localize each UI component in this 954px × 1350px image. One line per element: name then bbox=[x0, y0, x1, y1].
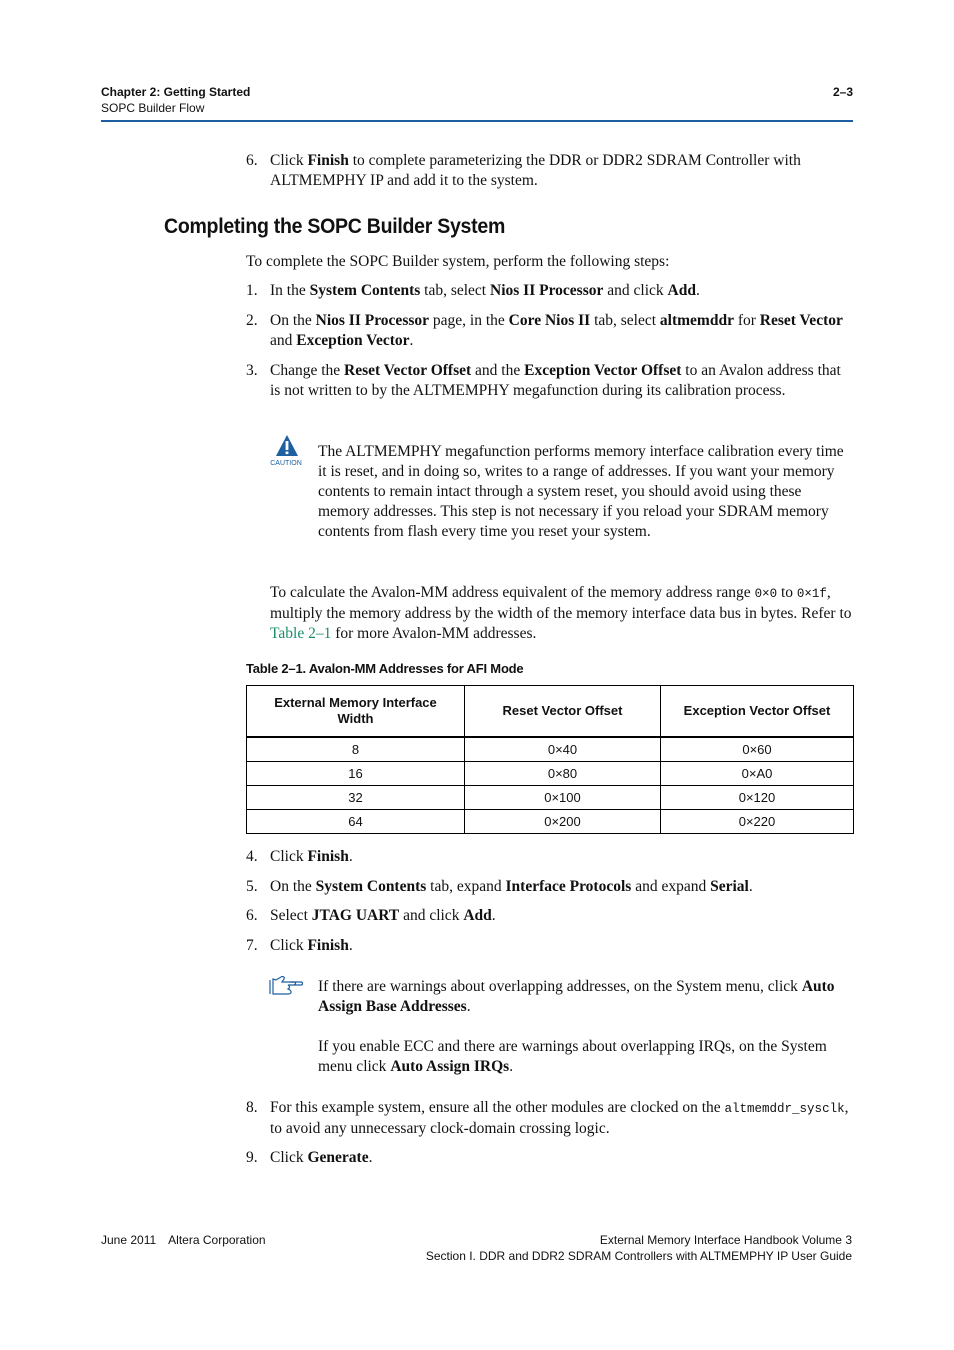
step-number: 3. bbox=[246, 362, 258, 379]
bold-term: Nios II Processor bbox=[315, 312, 430, 329]
bold-term: Reset Vector Offset bbox=[344, 362, 472, 379]
table-cell: 8 bbox=[247, 737, 465, 762]
step-number: 7. bbox=[246, 937, 258, 954]
column-header: Exception Vector Offset bbox=[661, 686, 854, 738]
bold-term: Exception Vector Offset bbox=[524, 362, 682, 379]
pointing-hand-icon bbox=[268, 976, 304, 996]
bold-term: Finish bbox=[307, 152, 349, 169]
column-header: External Memory Interface Width bbox=[247, 686, 465, 738]
table-cell: 16 bbox=[247, 762, 465, 786]
step-2 bbox=[246, 311, 853, 351]
table-caption: Table 2–1. Avalon-MM Addresses for AFI Mode bbox=[246, 661, 524, 676]
step-text bbox=[270, 361, 853, 401]
step-text bbox=[270, 877, 853, 897]
step-text bbox=[270, 311, 853, 351]
text: To calculate the Avalon-MM address equivalent of the memory address range bbox=[270, 584, 755, 601]
caution-icon-label: CAUTION bbox=[270, 460, 302, 467]
text: . bbox=[409, 332, 414, 349]
step-number: 6. bbox=[246, 907, 258, 924]
table-row bbox=[247, 786, 854, 810]
step-text bbox=[270, 847, 853, 867]
step-number: 5. bbox=[246, 878, 258, 895]
note-paragraph-1 bbox=[318, 977, 853, 1017]
text: . bbox=[748, 878, 753, 895]
text: to bbox=[777, 584, 797, 601]
bold-term: Interface Protocols bbox=[505, 878, 632, 895]
table-cell: 0×40 bbox=[465, 737, 661, 762]
section-heading: Completing the SOPC Builder System bbox=[164, 215, 506, 238]
bold-term: Add bbox=[463, 907, 492, 924]
bold-term: Add bbox=[667, 282, 696, 299]
page-header bbox=[101, 84, 853, 116]
text: . bbox=[368, 1149, 373, 1166]
step-text bbox=[270, 936, 853, 956]
code: 0×0 bbox=[754, 587, 778, 601]
table-cell: 0×200 bbox=[465, 810, 661, 834]
text: and bbox=[270, 332, 297, 349]
step-text bbox=[270, 906, 853, 926]
step-number: 9. bbox=[246, 1149, 258, 1166]
bold-term: Serial bbox=[710, 878, 749, 895]
text: . bbox=[695, 282, 700, 299]
bold-term: Core Nios II bbox=[508, 312, 591, 329]
text: and click bbox=[603, 282, 668, 299]
step-4 bbox=[246, 847, 853, 867]
bold-term: altmemddr bbox=[659, 312, 734, 329]
header-rule bbox=[101, 120, 853, 122]
text: Change the bbox=[270, 362, 345, 379]
text: Click bbox=[270, 152, 308, 169]
text: If you enable ECC and there are warnings about overlapping IRQs, on the System menu click bbox=[318, 1038, 827, 1075]
table-cell: 0×220 bbox=[661, 810, 854, 834]
step-text bbox=[270, 1098, 853, 1139]
text: Click bbox=[270, 848, 308, 865]
bold-term: Nios II Processor bbox=[490, 282, 604, 299]
text: . bbox=[348, 848, 353, 865]
header-section: SOPC Builder Flow bbox=[101, 101, 205, 115]
text: , to avoid any unnecessary clock-domain crossing logic. bbox=[270, 1099, 849, 1137]
text: to complete parameterizing the DDR or DDR2 SDRAM Controller with ALTMEMPHY IP and add it to the system. bbox=[270, 152, 801, 189]
header-chapter: Chapter 2: Getting Started bbox=[101, 85, 251, 99]
text: for more Avalon-MM addresses. bbox=[331, 625, 537, 642]
code: altmemddr_sysclk bbox=[724, 1102, 845, 1116]
footer-handbook: External Memory Interface Handbook Volume 3 bbox=[599, 1233, 852, 1247]
avalon-address-table bbox=[246, 685, 854, 834]
text: to an Avalon address that is not written to by the ALTMEMPHY megafunction during its calibration process. bbox=[270, 362, 841, 399]
text: and expand bbox=[631, 878, 711, 895]
step-8 bbox=[246, 1098, 853, 1139]
step-1 bbox=[246, 281, 853, 301]
step-5 bbox=[246, 877, 853, 897]
table-cell: 64 bbox=[247, 810, 465, 834]
text: tab, expand bbox=[426, 878, 506, 895]
header-page-number: 2–3 bbox=[832, 85, 853, 99]
table-cell: 0×60 bbox=[661, 737, 854, 762]
footer-right bbox=[426, 1232, 852, 1264]
code: 0×1f bbox=[796, 587, 827, 601]
text: On the bbox=[270, 878, 316, 895]
bold-term: Finish bbox=[307, 937, 349, 954]
bold-term: Exception Vector bbox=[296, 332, 410, 349]
text: . bbox=[466, 998, 471, 1015]
footer-company: Altera Corporation bbox=[168, 1233, 266, 1247]
step-text bbox=[270, 281, 853, 301]
step-text bbox=[270, 151, 853, 191]
text: . bbox=[491, 907, 496, 924]
bold-term: Auto Assign IRQs bbox=[390, 1058, 510, 1075]
text: Select bbox=[270, 907, 312, 924]
table-header-row bbox=[247, 686, 854, 738]
bold-term: JTAG UART bbox=[311, 907, 400, 924]
step-text bbox=[270, 1148, 853, 1168]
bold-term: System Contents bbox=[315, 878, 427, 895]
step-3 bbox=[246, 361, 853, 401]
text: Click bbox=[270, 937, 308, 954]
step-number: 4. bbox=[246, 848, 258, 865]
bold-term: System Contents bbox=[309, 282, 421, 299]
header-left bbox=[101, 84, 853, 116]
step-number: 6. bbox=[246, 152, 258, 169]
caution-text: The ALTMEMPHY megafunction performs memory interface calibration every time it is reset, and in doing so, writes to a range of addresses. If you want your memory contents to remain intact through a system reset, you should avoid using these memory addresses. This step is not necessary if you reload your SDRAM memory contents from flash every time you reset your system. bbox=[318, 443, 844, 540]
step-number: 1. bbox=[246, 282, 258, 299]
intro-paragraph: To complete the SOPC Builder system, perform the following steps: bbox=[246, 253, 670, 270]
table-link[interactable]: Table 2–1 bbox=[270, 625, 332, 642]
text: and click bbox=[399, 907, 464, 924]
text: . bbox=[509, 1058, 514, 1075]
text: page, in the bbox=[429, 312, 509, 329]
bold-term: Generate bbox=[307, 1149, 369, 1166]
table-cell: 0×120 bbox=[661, 786, 854, 810]
table-row bbox=[247, 810, 854, 834]
footer-left bbox=[101, 1232, 266, 1248]
text: tab, select bbox=[420, 282, 490, 299]
text: For this example system, ensure all the other modules are clocked on the bbox=[270, 1099, 725, 1116]
text: If there are warnings about overlapping addresses, on the System menu, click bbox=[318, 978, 802, 995]
step-6 bbox=[246, 906, 853, 926]
column-header: Reset Vector Offset bbox=[465, 686, 661, 738]
table-cell: 32 bbox=[247, 786, 465, 810]
table-row bbox=[247, 737, 854, 762]
text: for bbox=[733, 312, 760, 329]
footer-date: June 2011 bbox=[101, 1233, 157, 1247]
note-paragraph-2 bbox=[318, 1037, 853, 1077]
text: . bbox=[348, 937, 353, 954]
bold-term: Finish bbox=[307, 848, 349, 865]
text: On the bbox=[270, 312, 316, 329]
text: tab, select bbox=[590, 312, 660, 329]
text: and the bbox=[471, 362, 525, 379]
caution-icon bbox=[268, 434, 304, 468]
calc-paragraph bbox=[270, 583, 853, 644]
bold-term: Reset Vector bbox=[759, 312, 843, 329]
step-9 bbox=[246, 1148, 853, 1168]
table-cell: 0×100 bbox=[465, 786, 661, 810]
step-6-top bbox=[246, 151, 853, 191]
table-cell: 0×A0 bbox=[661, 762, 854, 786]
text: Click bbox=[270, 1149, 308, 1166]
step-number: 2. bbox=[246, 312, 258, 329]
step-7 bbox=[246, 936, 853, 956]
table-row bbox=[247, 762, 854, 786]
text: In the bbox=[270, 282, 310, 299]
footer-section: Section I. DDR and DDR2 SDRAM Controllers with ALTMEMPHY IP User Guide bbox=[425, 1249, 852, 1263]
step-number: 8. bbox=[246, 1099, 258, 1116]
text: , multiply the memory address by the width of the memory interface data bus in bytes. Refer to bbox=[270, 584, 852, 622]
table-cell: 0×80 bbox=[465, 762, 661, 786]
bold-term: Auto Assign Base Addresses bbox=[318, 978, 835, 1015]
